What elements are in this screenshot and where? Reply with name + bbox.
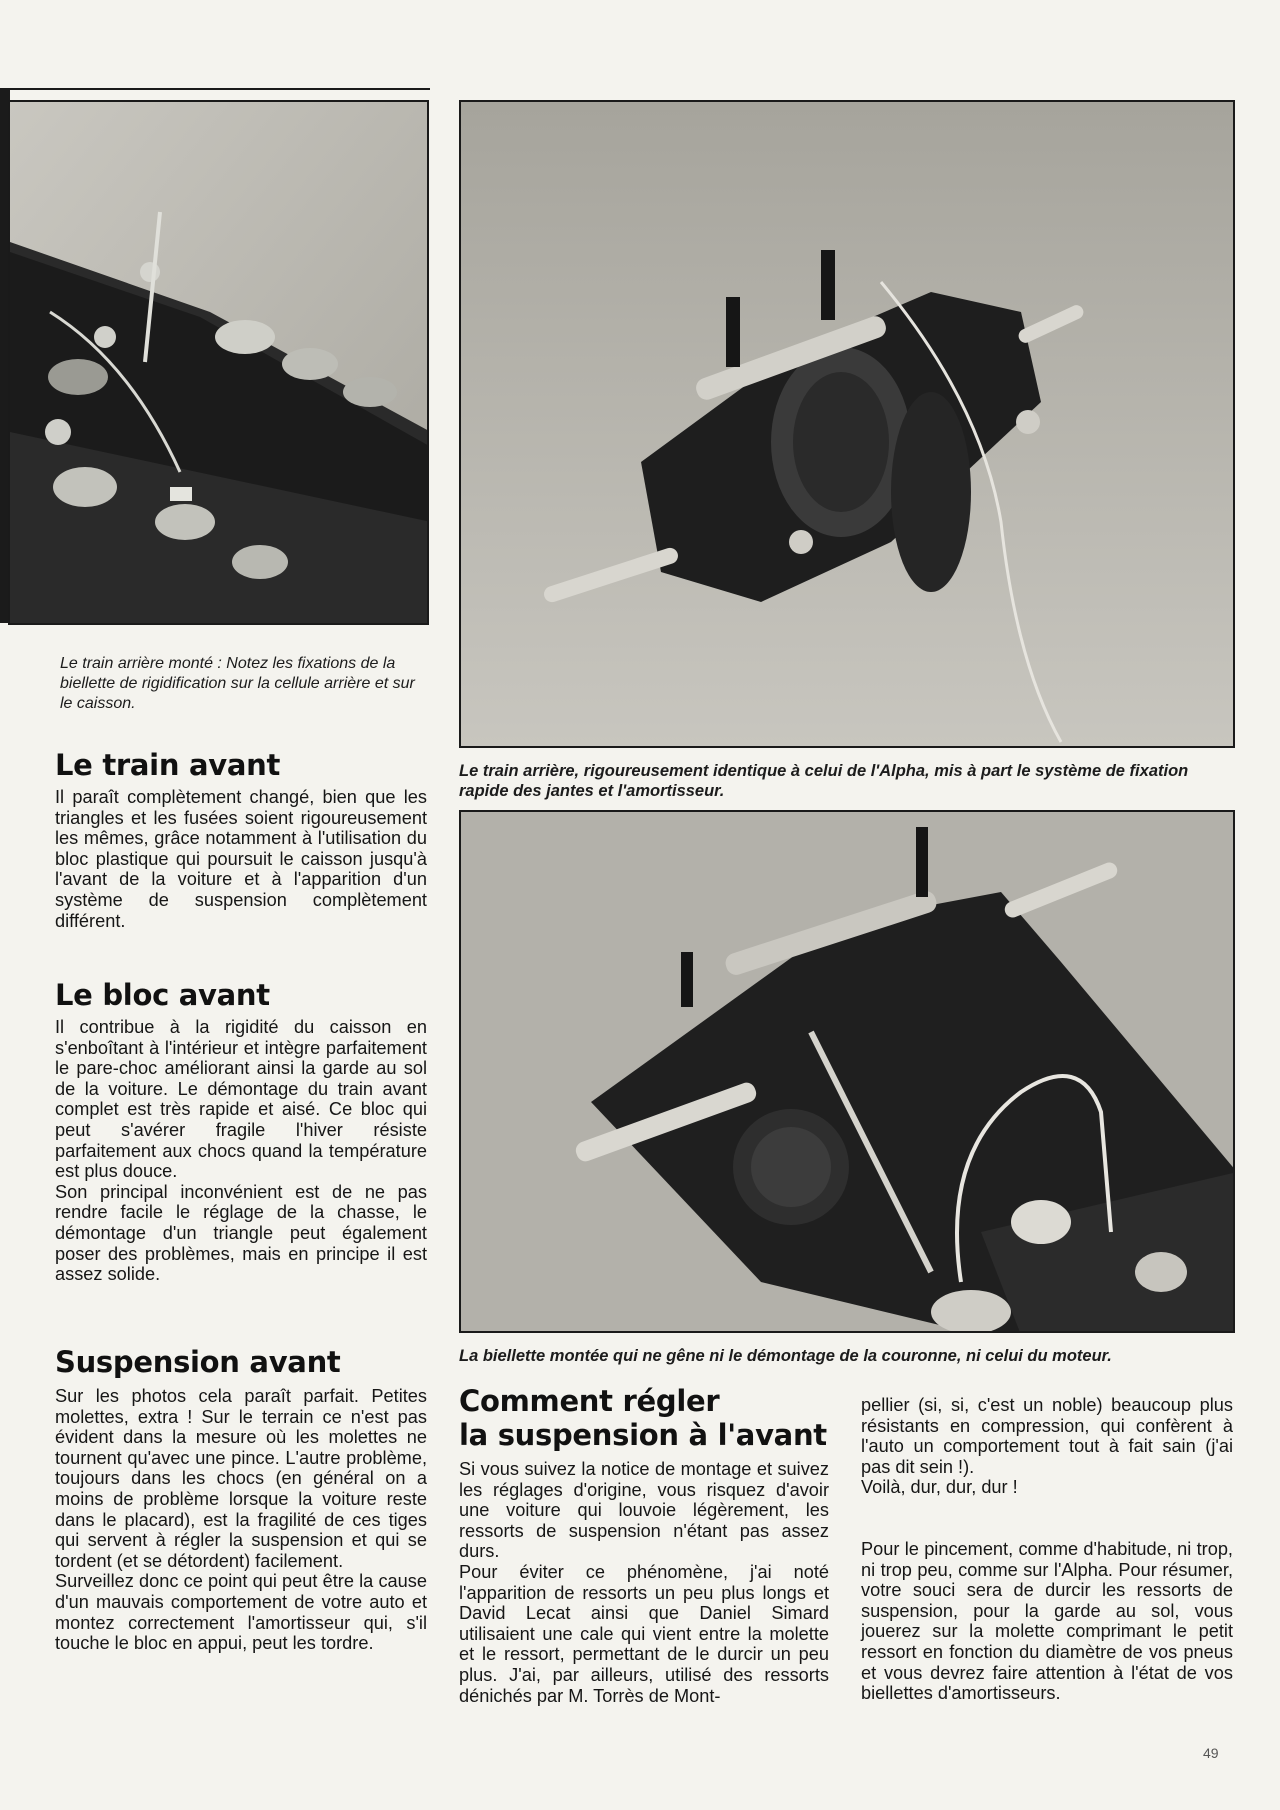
caption-photo-rear-axle-mounted: Le train arrière monté : Notez les fixations de la biellette de rigidification sur la cellule arrière et sur le caisson. — [60, 655, 415, 712]
heading-le-bloc-avant: Le bloc avant — [55, 978, 270, 1012]
paragraph-suspension-avant: Sur les photos cela paraît parfait. Petites molettes, extra ! Sur le terrain ce n'est pas évident dans la mesure où les molettes ne tournent qu'avec une pince. L'autre problème, toujours dans les chocs (en général on a moins de problème lorsque la voiture reste dans le placard), est la fragilité de ces tiges qui servent à régler la suspension et qui se tordent (et se détordent) facilement. Surveillez donc ce point qui peut être la cause d'un mauvais comportement de votre auto et montez correctement l'amortisseur qui, s'il touche le bloc en appui, peut les tordre. — [55, 1386, 427, 1654]
heading-le-train-avant: Le train avant — [55, 748, 281, 782]
caption-photo-rear-axle: Le train arrière, rigoureusement identique à celui de l'Alpha, mis à part le système de fixation rapide des jantes et l'amortisseur. — [459, 762, 1189, 800]
photo-rear-axle-mounted — [8, 100, 429, 625]
paragraph-le-train-avant: Il paraît complètement changé, bien que les triangles et les fusées soient rigoureusement les mêmes, grâce notamment à l'utilisation du bloc plastique qui poursuit le caisson jusqu'à l'avant de la voiture et à l'apparition d'un système de suspension complètement différent. — [55, 787, 427, 931]
caption-photo-biellette: La biellette montée qui ne gêne ni le démontage de la couronne, ni celui du moteur. — [459, 1347, 1112, 1365]
photo-rear-axle — [459, 100, 1235, 748]
page-rule — [0, 88, 430, 90]
heading-suspension-avant: Suspension avant — [55, 1345, 341, 1379]
page-number: 49 — [1203, 1745, 1219, 1761]
heading-comment-regler-line1: Comment régler — [459, 1384, 720, 1418]
paragraph-right-column-1: pellier (si, si, c'est un noble) beaucoup plus résistants en compression, qui confèrent à l'auto un comportement tout à fait sain (j'ai pas dit sein !). Voilà, dur, dur, dur ! — [861, 1395, 1233, 1498]
paragraph-right-column-2: Pour le pincement, comme d'habitude, ni trop, ni trop peu, comme sur l'Alpha. Pour résumer, votre souci sera de durcir les ressorts de suspension, pour la garde au sol, vous jouerez sur la molette comprimant le petit ressort en fonction du diamètre de vos pneus et vous devrez faire attention à l'état de vos biellettes d'amortisseurs. — [861, 1539, 1233, 1704]
paragraph-comment-regler: Si vous suivez la notice de montage et suivez les réglages d'origine, vous risquez d'avoir une voiture qui louvoie légèrement, les ressorts de suspension n'étant pas assez durs. Pour éviter ce phénomène, j'ai noté l'apparition de ressorts un peu plus longs et David Lecat ainsi que Daniel Simard utilisaient une cale qui vient entre la molette et le ressort, permettant de le durcir un peu plus. J'ai, par ailleurs, utilisé des ressorts dénichés par M. Torrès de Mont- — [459, 1459, 829, 1706]
photo-biellette-mounted — [459, 810, 1235, 1333]
paragraph-le-bloc-avant: Il contribue à la rigidité du caisson en s'enboîtant à l'intérieur et intègre parfaitement le pare-choc améliorant ainsi la garde au sol de la voiture. Le démontage du train avant complet est très rapide et aisé. Ce bloc qui peut s'avérer fragile l'hiver résiste parfaitement aux chocs quand la température est plus douce. Son principal inconvénient est de ne pas rendre facile le réglage de la chasse, le démontage d'un triangle peut également poser des problèmes, mais en principe il est assez solide. — [55, 1017, 427, 1285]
heading-comment-regler-line2: la suspension à l'avant — [459, 1418, 827, 1452]
